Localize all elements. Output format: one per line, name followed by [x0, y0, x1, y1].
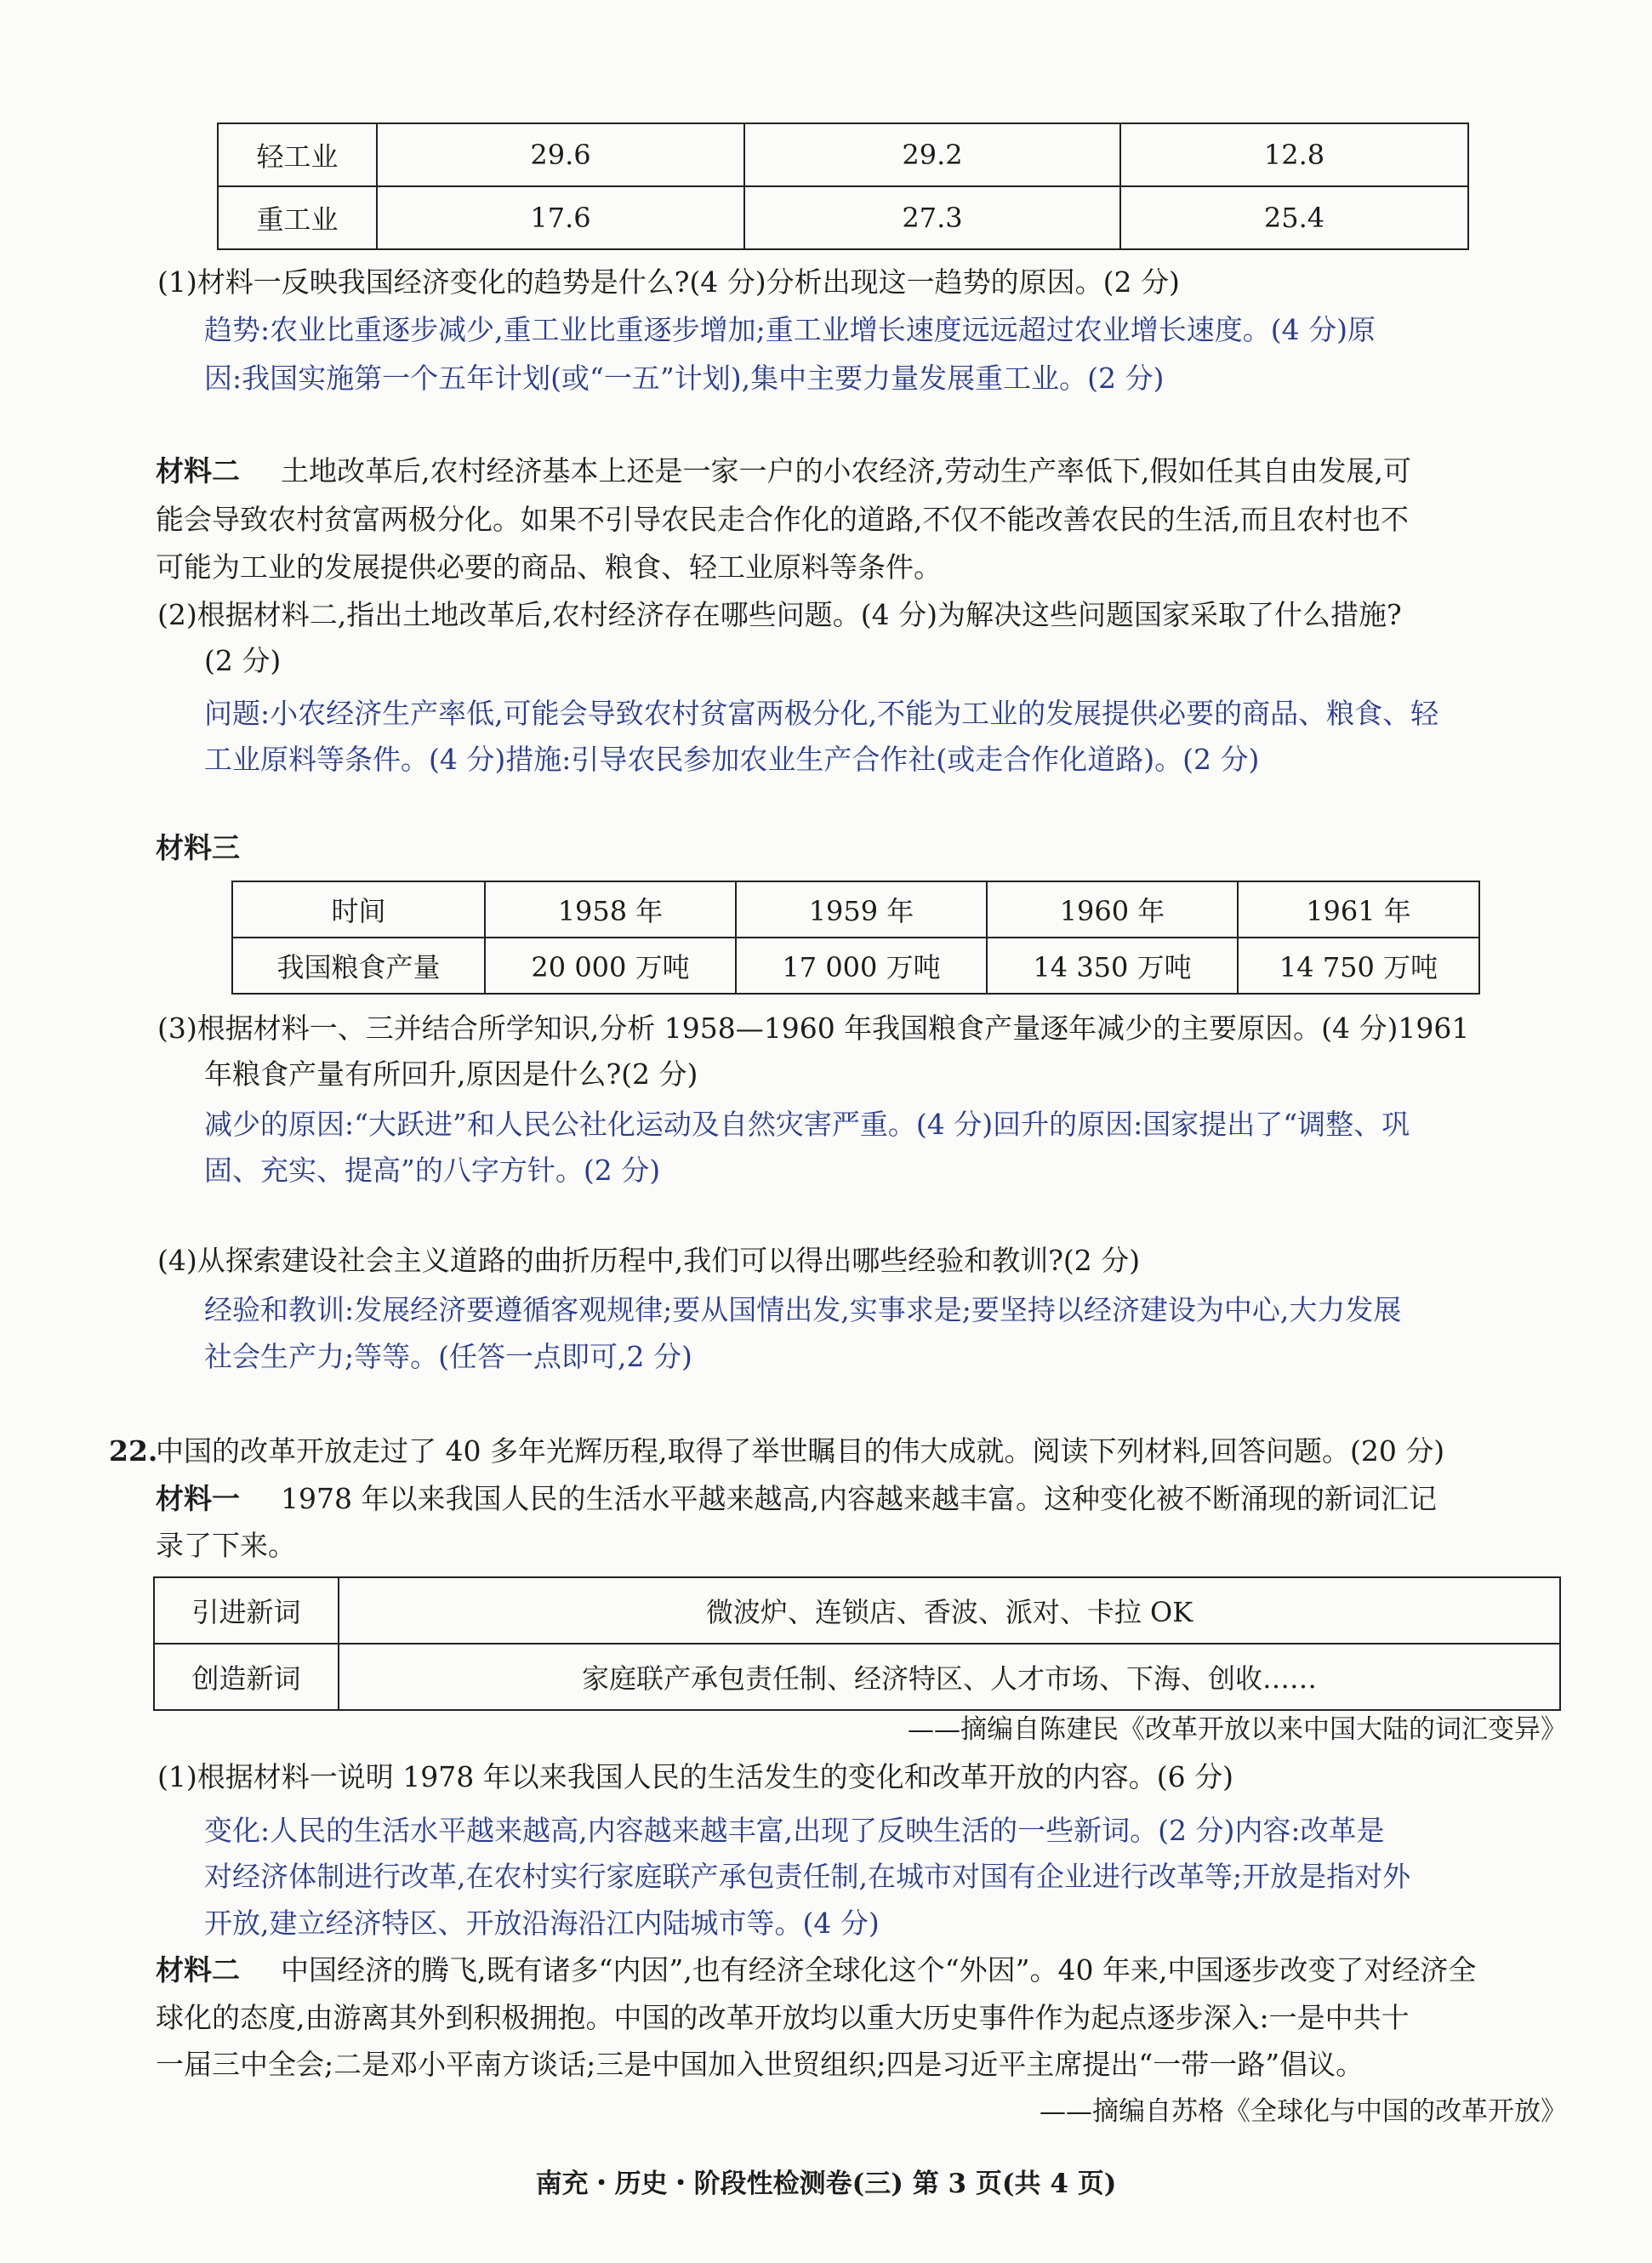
page-footer: 南充・历史・阶段性检测卷(三) 第 3 页(共 4 页): [535, 2169, 1117, 2199]
table-cell: 12.8: [1120, 123, 1468, 186]
answer-text: 工业原料等条件。(4 分)措施:引导农民参加农业生产合作社(或走合作化道路)。(2 分): [204, 743, 1260, 776]
table-cell: 17 000 万吨: [736, 938, 987, 994]
source-citation: ——摘编自陈建民《改革开放以来中国大陆的词汇变异》: [908, 1714, 1567, 1745]
material-label: 材料一: [156, 1482, 240, 1515]
table-header: 时间: [232, 881, 485, 938]
material-text: 1978 年以来我国人民的生活水平越来越高,内容越来越丰富。这种变化被不断涌现的新词汇记: [281, 1482, 1437, 1515]
answer-text: 社会生产力;等等。(任答一点即可,2 分): [204, 1340, 692, 1373]
answer-text: 对经济体制进行改革,在农村实行家庭联产承包责任制,在城市对国有企业进行改革等;开放是指对外: [204, 1860, 1411, 1893]
table-row: [154, 1644, 1560, 1710]
table-cell: 轻工业: [218, 123, 377, 186]
table-cell: 引进新词: [154, 1577, 339, 1644]
table-row: [232, 938, 1479, 994]
material-label: 材料三: [156, 831, 240, 864]
material-text: 中国经济的腾飞,既有诸多“内因”,也有经济全球化这个“外因”。40 年来,中国逐步改变了对经济全: [281, 1953, 1477, 1987]
answer-text: 问题:小农经济生产率低,可能会导致农村贫富两极分化,不能为工业的发展提供必要的商品、粮食、轻: [204, 697, 1439, 730]
table-cell: 20 000 万吨: [485, 938, 736, 994]
table-grain: [231, 881, 1480, 995]
material-text: 录了下来。: [156, 1529, 296, 1562]
table-cell: 17.6: [377, 186, 744, 249]
table-industry: [217, 123, 1469, 250]
table-header: 1961 年: [1238, 881, 1479, 938]
table-cell: 27.3: [744, 186, 1120, 249]
material-text: 球化的态度,由游离其外到积极拥抱。中国的改革开放均以重大历史事件作为起点逐步深入:一是中共十: [156, 2001, 1410, 2034]
answer-text: 经验和教训:发展经济要遵循客观规律;要从国情出发,实事求是;要坚持以经济建设为中心,大力发展: [204, 1293, 1402, 1326]
table-cell: 重工业: [218, 186, 377, 249]
table-row: [218, 123, 1468, 186]
table-cell: 家庭联产承包责任制、经济特区、人才市场、下海、创收……: [339, 1644, 1560, 1710]
material-text: 一届三中全会;二是邓小平南方谈话;三是中国加入世贸组织;四是习近平主席提出“一带一路”倡议。: [156, 2048, 1364, 2081]
material-label: 材料二: [156, 1953, 240, 1987]
table-cell: 创造新词: [154, 1644, 339, 1710]
question-text: (4)从探索建设社会主义道路的曲折历程中,我们可以得出哪些经验和教训?(2 分): [157, 1244, 1141, 1277]
question-text: (1)根据材料一说明 1978 年以来我国人民的生活发生的变化和改革开放的内容。(6 分): [157, 1760, 1233, 1793]
table-header: 1958 年: [485, 881, 736, 938]
question-text: (2 分): [204, 644, 282, 677]
table-cell: 微波炉、连锁店、香波、派对、卡拉 OK: [339, 1577, 1560, 1644]
table-header: 1959 年: [736, 881, 987, 938]
material-text: 可能为工业的发展提供必要的商品、粮食、轻工业原料等条件。: [156, 550, 942, 584]
answer-text: 趋势:农业比重逐步减少,重工业比重逐步增加;重工业增长速度远远超过农业增长速度。(4 分)原: [204, 313, 1376, 346]
table-row: [232, 881, 1479, 938]
table-cell: 14 350 万吨: [987, 938, 1238, 994]
question-text: (3)根据材料一、三并结合所学知识,分析 1958—1960 年我国粮食产量逐年减少的主要原因。(4 分)1961: [157, 1012, 1470, 1045]
table-row: [154, 1577, 1560, 1644]
question-number: 22.: [109, 1434, 158, 1468]
material-label: 材料二: [156, 454, 240, 487]
answer-text: 变化:人民的生活水平越来越高,内容越来越丰富,出现了反映生活的一些新词。(2 分)内容:改革是: [204, 1814, 1385, 1847]
source-citation: ——摘编自苏格《全球化与中国的改革开放》: [1040, 2096, 1567, 2127]
material-text: 能会导致农村贫富两极分化。如果不引导农民走合作化的道路,不仅不能改善农民的生活,而且农村也不: [156, 503, 1409, 536]
question-text: (2)根据材料二,指出土地改革后,农村经济存在哪些问题。(4 分)为解决这些问题国家采取了什么措施?: [157, 598, 1402, 631]
answer-text: 开放,建立经济特区、开放沿海沿江内陆城市等。(4 分): [204, 1907, 880, 1940]
table-cell: 29.2: [744, 123, 1120, 186]
answer-text: 因:我国实施第一个五年计划(或“一五”计划),集中主要力量发展重工业。(2 分): [204, 362, 1165, 395]
answer-text: 固、充实、提高”的八字方针。(2 分): [204, 1154, 661, 1187]
table-cell: 25.4: [1120, 186, 1468, 249]
question-stem: 中国的改革开放走过了 40 多年光辉历程,取得了举世瞩目的伟大成就。阅读下列材料,回答问题。(20 分): [156, 1434, 1445, 1468]
table-cell: 我国粮食产量: [232, 938, 485, 994]
answer-text: 减少的原因:“大跃进”和人民公社化运动及自然灾害严重。(4 分)回升的原因:国家提出了“调整、巩: [204, 1108, 1410, 1141]
table-cell: 29.6: [377, 123, 744, 186]
material-text: 土地改革后,农村经济基本上还是一家一户的小农经济,劳动生产率低下,假如任其自由发展,可: [281, 454, 1411, 487]
table-cell: 14 750 万吨: [1238, 938, 1479, 994]
table-row: [218, 186, 1468, 249]
question-text: 年粮食产量有所回升,原因是什么?(2 分): [204, 1057, 698, 1091]
table-new-words: [153, 1576, 1561, 1711]
table-header: 1960 年: [987, 881, 1238, 938]
question-text: (1)材料一反映我国经济变化的趋势是什么?(4 分)分析出现这一趋势的原因。(2 分): [157, 265, 1180, 299]
